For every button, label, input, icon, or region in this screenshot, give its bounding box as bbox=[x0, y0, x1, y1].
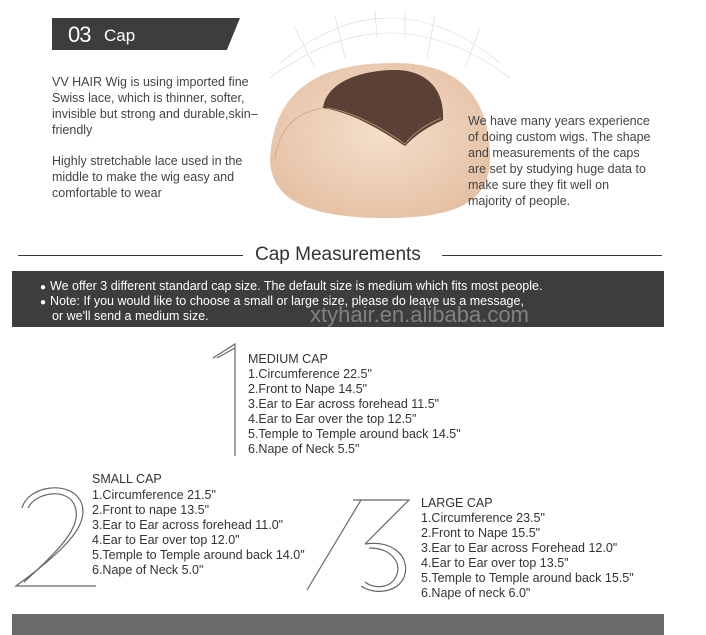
large-cap-title: LARGE CAP bbox=[421, 496, 493, 510]
bullet-icon: ● bbox=[40, 282, 47, 293]
list-item: 6.Nape of Neck 5.5" bbox=[248, 442, 360, 456]
list-item: 6.Nape of neck 6.0" bbox=[421, 586, 531, 600]
notice-text-2: Note: If you would like to choose a small or large size, please do leave us a message, bbox=[50, 294, 524, 308]
intro-stretch-description: Highly stretchable lace used in the middle to make the wig easy and comfortable to wear bbox=[52, 154, 243, 200]
list-item: 6.Nape of Neck 5.0" bbox=[92, 563, 204, 577]
notice-line-1 bbox=[40, 279, 542, 295]
list-item: 1.Circumference 21.5" bbox=[92, 488, 216, 502]
list-item: 1.Circumference 22.5" bbox=[248, 367, 372, 381]
list-item: 2.Front to Nape 15.5" bbox=[421, 526, 541, 540]
numeral-two-icon bbox=[8, 478, 98, 593]
intro-experience-description: We have many years experience of doing custom wigs. The shape and measurements of the caps are set by studying huge data to make sure they fit well on majority of people. bbox=[468, 114, 651, 208]
list-item: 5.Temple to Temple around back 14.0" bbox=[92, 548, 305, 562]
list-item: 3.Ear to Ear across forehead 11.0" bbox=[92, 518, 284, 532]
notice-line-3: or we'll send a medium size. bbox=[52, 309, 209, 323]
list-item: 3.Ear to Ear across forehead 11.5" bbox=[248, 397, 440, 411]
watermark: xtyhair.en.alibaba.com bbox=[310, 302, 529, 327]
list-item: 4.Ear to Ear over top 12.0" bbox=[92, 533, 240, 547]
large-cap-list bbox=[421, 511, 634, 601]
small-cap-title: SMALL CAP bbox=[92, 472, 162, 486]
list-item: 3.Ear to Ear across Forehead 12.0" bbox=[421, 541, 618, 555]
footer-bar bbox=[12, 614, 664, 635]
cap-measurements-heading: Cap Measurements bbox=[255, 244, 421, 265]
section-divider-left bbox=[18, 255, 243, 256]
list-item: 4.Ear to Ear over the top 12.5" bbox=[248, 412, 417, 426]
list-item: 4.Ear to Ear over top 13.5" bbox=[421, 556, 569, 570]
numeral-three-icon bbox=[305, 492, 417, 598]
list-item: 2.Front to nape 13.5" bbox=[92, 503, 210, 517]
section-title-cap: Cap bbox=[104, 26, 136, 45]
medium-cap-list bbox=[248, 367, 461, 457]
list-item: 5.Temple to Temple around back 14.5" bbox=[248, 427, 461, 441]
list-item: 1.Circumference 23.5" bbox=[421, 511, 545, 525]
section-number: 03 bbox=[68, 22, 91, 47]
intro-lace-description: VV HAIR Wig is using imported fine Swiss lace, which is thinner, softer, invisible but strong and durable,skin–friendly bbox=[52, 75, 258, 137]
list-item: 2.Front to Nape 14.5" bbox=[248, 382, 368, 396]
medium-cap-title: MEDIUM CAP bbox=[248, 352, 328, 366]
bullet-icon: ● bbox=[40, 297, 47, 308]
small-cap-list bbox=[92, 488, 305, 578]
section-divider-right bbox=[442, 255, 662, 256]
numeral-one-icon bbox=[205, 340, 245, 460]
notice-text-1: We offer 3 different standard cap size. The default size is medium which fits most people. bbox=[50, 279, 543, 293]
list-item: 5.Temple to Temple around back 15.5" bbox=[421, 571, 634, 585]
